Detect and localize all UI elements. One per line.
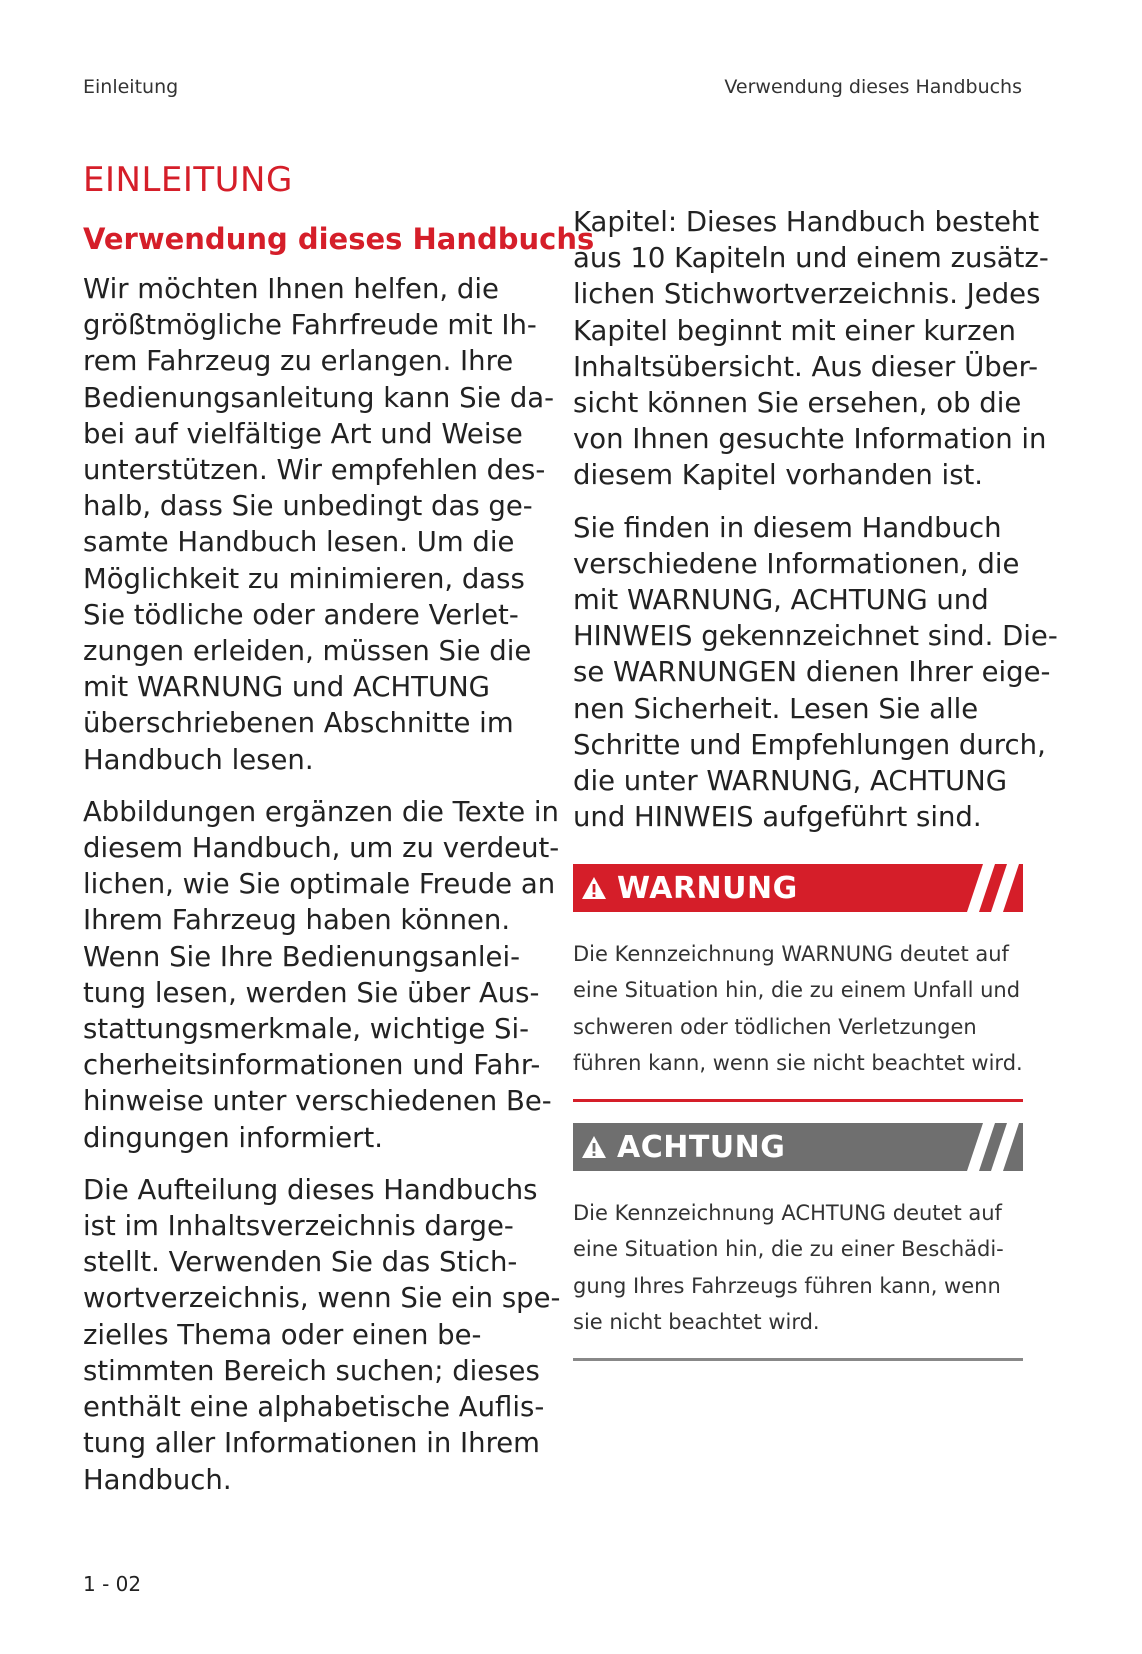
text-line: zielles Thema oder einen be- — [83, 1318, 482, 1351]
caution-notice — [573, 1123, 1023, 1361]
stripe-decoration — [943, 864, 1023, 912]
text-line: enthält eine alphabetische Auflis- — [83, 1391, 545, 1424]
text-line: Wir möchten Ihnen helfen, die — [83, 273, 499, 305]
text-line: tung lesen, werden Sie über Aus- — [83, 976, 540, 1009]
text-line: bei auf vielfältige Art und Weise — [83, 417, 523, 450]
text-line: Bedienungsanleitung kann Sie da- — [83, 381, 555, 414]
text-line: wortverzeichnis, wenn Sie ein spe- — [83, 1282, 561, 1315]
paragraph — [83, 1172, 561, 1498]
stripe-decoration — [943, 1123, 1023, 1171]
header-section: Verwendung dieses Handbuchs — [724, 76, 1022, 98]
text-line: se WARNUNGEN dienen Ihrer eige- — [573, 656, 1051, 689]
text-line: Handbuch lesen. — [83, 743, 314, 776]
paragraph — [83, 794, 560, 1156]
text-line: gung Ihres Fahrzeugs führen kann, wenn — [573, 1273, 1001, 1298]
page-number: 1 - 02 — [83, 1572, 142, 1596]
text-line: lichen Stichwortverzeichnis. Jedes — [573, 278, 1041, 311]
text-line: Möglichkeit zu minimieren, dass — [83, 562, 525, 595]
text-line: tung aller Informationen in Ihrem — [83, 1427, 540, 1460]
section-title: EINLEITUNG — [83, 160, 293, 200]
warning-label: WARNUNG — [617, 870, 798, 906]
caution-text — [573, 1195, 1023, 1340]
text-line: ist im Inhaltsverzeichnis darge- — [83, 1210, 514, 1243]
text-line: von Ihnen gesuchte Information in — [573, 423, 1047, 456]
text-line: sie nicht beachtet wird. — [573, 1309, 820, 1334]
text-line: zungen erleiden, müssen Sie die — [83, 635, 532, 668]
paragraph — [83, 271, 555, 778]
warning-banner — [573, 864, 1023, 912]
text-line: rem Fahrzeug zu erlangen. Ihre — [83, 345, 514, 378]
right-column — [573, 204, 1058, 851]
caution-banner — [573, 1123, 1023, 1171]
paragraph — [573, 204, 1049, 494]
text-line: unterstützen. Wir empfehlen des- — [83, 454, 546, 487]
text-line: Die Kennzeichnung ACHTUNG deutet auf — [573, 1201, 1002, 1225]
text-line: Inhaltsübersicht. Aus dieser Über- — [573, 350, 1039, 383]
paragraph — [573, 510, 1058, 836]
text-line: Schritte und Empfehlungen durch, — [573, 728, 1046, 761]
header-chapter: Einleitung — [83, 76, 179, 98]
text-line: mit WARNUNG und ACHTUNG — [83, 671, 490, 704]
warning-divider — [573, 1099, 1023, 1102]
text-line: lichen, wie Sie optimale Freude an — [83, 868, 556, 901]
text-line: Abbildungen ergänzen die Texte in — [83, 795, 559, 828]
text-line: überschriebenen Abschnitte im — [83, 707, 514, 740]
text-line: aus 10 Kapiteln und einem zusätz- — [573, 242, 1049, 275]
text-line: hinweise unter verschiedenen Be- — [83, 1085, 552, 1118]
text-line: stellt. Verwenden Sie das Stich- — [83, 1246, 518, 1279]
text-line: stattungsmerkmale, wichtige Si- — [83, 1013, 530, 1046]
text-line: sicht können Sie ersehen, ob die — [573, 387, 1022, 420]
text-line: nen Sicherheit. Lesen Sie alle — [573, 692, 979, 725]
warning-notice — [573, 864, 1023, 1102]
caution-label: ACHTUNG — [617, 1129, 786, 1165]
text-line: eine Situation hin, die zu einer Beschädi- — [573, 1237, 1004, 1262]
text-line: und HINWEIS aufgeführt sind. — [573, 801, 982, 834]
text-line: schweren oder tödlichen Verletzungen — [573, 1014, 977, 1039]
left-column — [83, 271, 561, 1514]
text-line: cherheitsinformationen und Fahr- — [83, 1049, 541, 1082]
warning-triangle-icon — [581, 1135, 607, 1159]
text-line: Sie tödliche oder andere Verlet- — [83, 598, 519, 631]
subsection-title: Verwendung dieses Handbuchs — [83, 222, 595, 256]
text-line: samte Handbuch lesen. Um die — [83, 526, 515, 559]
warning-triangle-icon — [581, 876, 607, 900]
text-line: dingungen informiert. — [83, 1121, 383, 1154]
text-line: Kapitel beginnt mit einer kurzen — [573, 314, 1016, 347]
text-line: Die Kennzeichnung WARNUNG deutet auf — [573, 942, 1009, 966]
text-line: Ihrem Fahrzeug haben können. — [83, 904, 511, 937]
text-line: verschiedene Informationen, die — [573, 547, 1020, 580]
text-line: Wenn Sie Ihre Bedienungsanlei- — [83, 940, 521, 973]
text-line: diesem Handbuch, um zu verdeut- — [83, 832, 560, 865]
warning-text — [573, 936, 1023, 1081]
text-line: Handbuch. — [83, 1463, 232, 1496]
text-line: mit WARNUNG, ACHTUNG und — [573, 584, 989, 617]
text-line: halb, dass Sie unbedingt das ge- — [83, 490, 533, 523]
text-line: führen kann, wenn sie nicht beachtet wird. — [573, 1050, 1023, 1075]
text-line: stimmten Bereich suchen; dieses — [83, 1354, 540, 1387]
text-line: diesem Kapitel vorhanden ist. — [573, 459, 984, 492]
text-line: die unter WARNUNG, ACHTUNG — [573, 765, 1008, 798]
text-line: Die Aufteilung dieses Handbuchs — [83, 1173, 538, 1206]
text-line: Kapitel: Dieses Handbuch besteht — [573, 206, 1040, 238]
text-line: eine Situation hin, die zu einem Unfall und — [573, 978, 1021, 1003]
text-line: größtmögliche Fahrfreude mit Ih- — [83, 309, 537, 342]
text-line: Sie finden in diesem Handbuch — [573, 511, 1002, 544]
caution-divider — [573, 1358, 1023, 1361]
text-line: HINWEIS gekennzeichnet sind. Die- — [573, 620, 1058, 653]
